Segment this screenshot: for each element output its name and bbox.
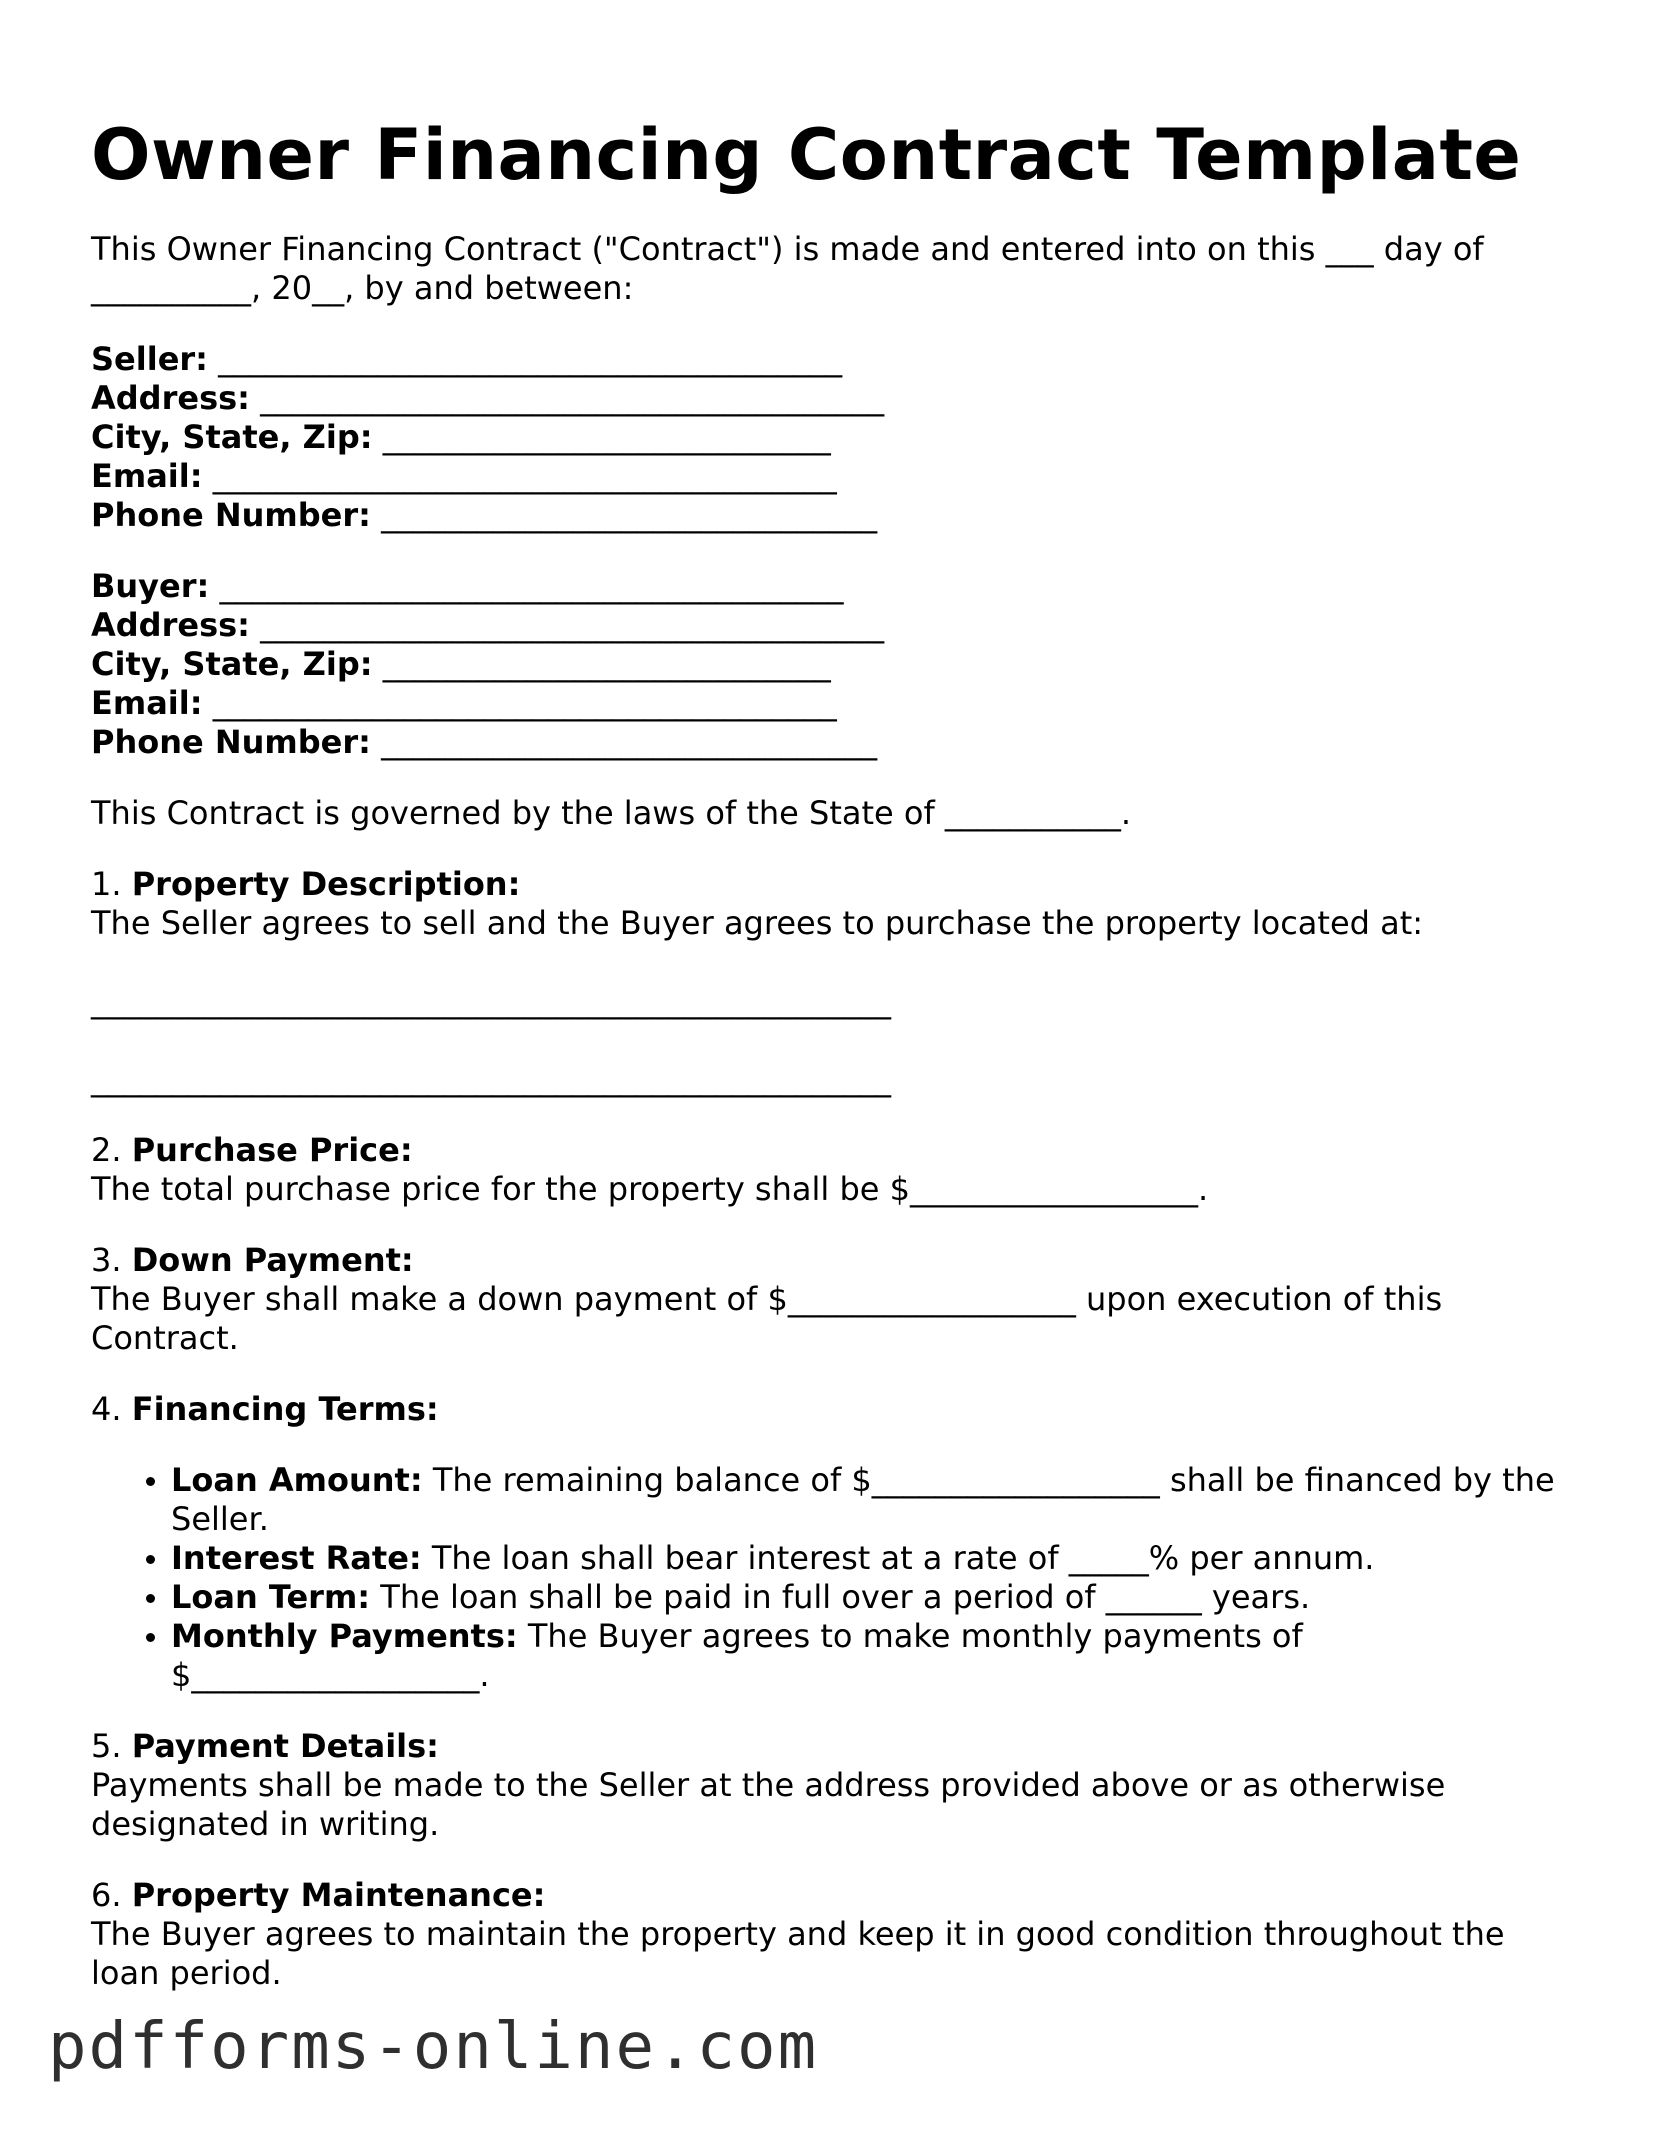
seller-email-field: Email: _______________________________________ xyxy=(91,457,837,495)
buyer-info-block xyxy=(91,567,1561,762)
governing-law-paragraph: This Contract is governed by the laws of the State of ___________. xyxy=(91,794,1132,832)
buyer-phone-field: Phone Number: _______________________________ xyxy=(91,723,878,761)
seller-address-field: Address: _______________________________________ xyxy=(91,379,885,417)
section-text: The Seller agrees to sell and the Buyer agrees to purchase the property located at: xyxy=(91,904,1424,942)
section-text: The total purchase price for the property shall be $__________________. xyxy=(91,1170,1209,1208)
section-purchase-price xyxy=(91,1131,1561,1209)
buyer-name-field: Buyer: _______________________________________ xyxy=(91,567,844,605)
financing-terms-list xyxy=(91,1461,1561,1695)
contract-page xyxy=(91,110,1561,2025)
list-item: • Monthly Payments: The Buyer agrees to make monthly payments of $__________________. xyxy=(171,1617,1561,1695)
seller-info-block xyxy=(91,340,1561,535)
section-heading: 6. Property Maintenance: xyxy=(91,1876,546,1914)
buyer-city-state-zip-field: City, State, Zip: ____________________________ xyxy=(91,645,831,683)
section-property-description xyxy=(91,865,1561,1099)
buyer-address-field: Address: _______________________________________ xyxy=(91,606,885,644)
intro-paragraph: This Owner Financing Contract ("Contract") is made and entered into on this ___ day of __________, 20__, by and between: xyxy=(91,230,1484,307)
list-item: • Loan Amount: The remaining balance of $__________________ shall be financed by the Seller. xyxy=(171,1461,1561,1539)
section-heading: 2. Purchase Price: xyxy=(91,1131,413,1169)
seller-phone-field: Phone Number: _______________________________ xyxy=(91,496,878,534)
watermark-text: pdfforms-online.com xyxy=(48,2010,819,2084)
seller-city-state-zip-field: City, State, Zip: ____________________________ xyxy=(91,418,831,456)
section-down-payment xyxy=(91,1241,1561,1358)
list-item: • Interest Rate: The loan shall bear interest at a rate of _____% per annum. xyxy=(171,1539,1561,1578)
section-heading: 4. Financing Terms: xyxy=(91,1390,439,1428)
section-heading: 5. Payment Details: xyxy=(91,1727,439,1765)
section-payment-details xyxy=(91,1727,1561,1844)
list-item: • Loan Term: The loan shall be paid in full over a period of ______ years. xyxy=(171,1578,1561,1617)
section-heading: 3. Down Payment: xyxy=(91,1241,414,1279)
section-text: Payments shall be made to the Seller at the address provided above or as otherwise designated in writing. xyxy=(91,1766,1446,1843)
section-property-maintenance xyxy=(91,1876,1561,1993)
buyer-email-field: Email: _______________________________________ xyxy=(91,684,837,722)
document-title: Owner Financing Contract Template xyxy=(91,114,1522,196)
property-address-line-1: __________________________________________________ xyxy=(91,982,891,1020)
section-heading: 1. Property Description: xyxy=(91,865,521,903)
property-address-line-2: __________________________________________________ xyxy=(91,1060,891,1098)
section-text: The Buyer agrees to maintain the property and keep it in good condition throughout the loan period. xyxy=(91,1915,1505,1992)
section-financing-terms xyxy=(91,1390,1561,1695)
seller-name-field: Seller: _______________________________________ xyxy=(91,340,843,378)
section-text: The Buyer shall make a down payment of $__________________ upon execution of this Contract. xyxy=(91,1280,1443,1357)
